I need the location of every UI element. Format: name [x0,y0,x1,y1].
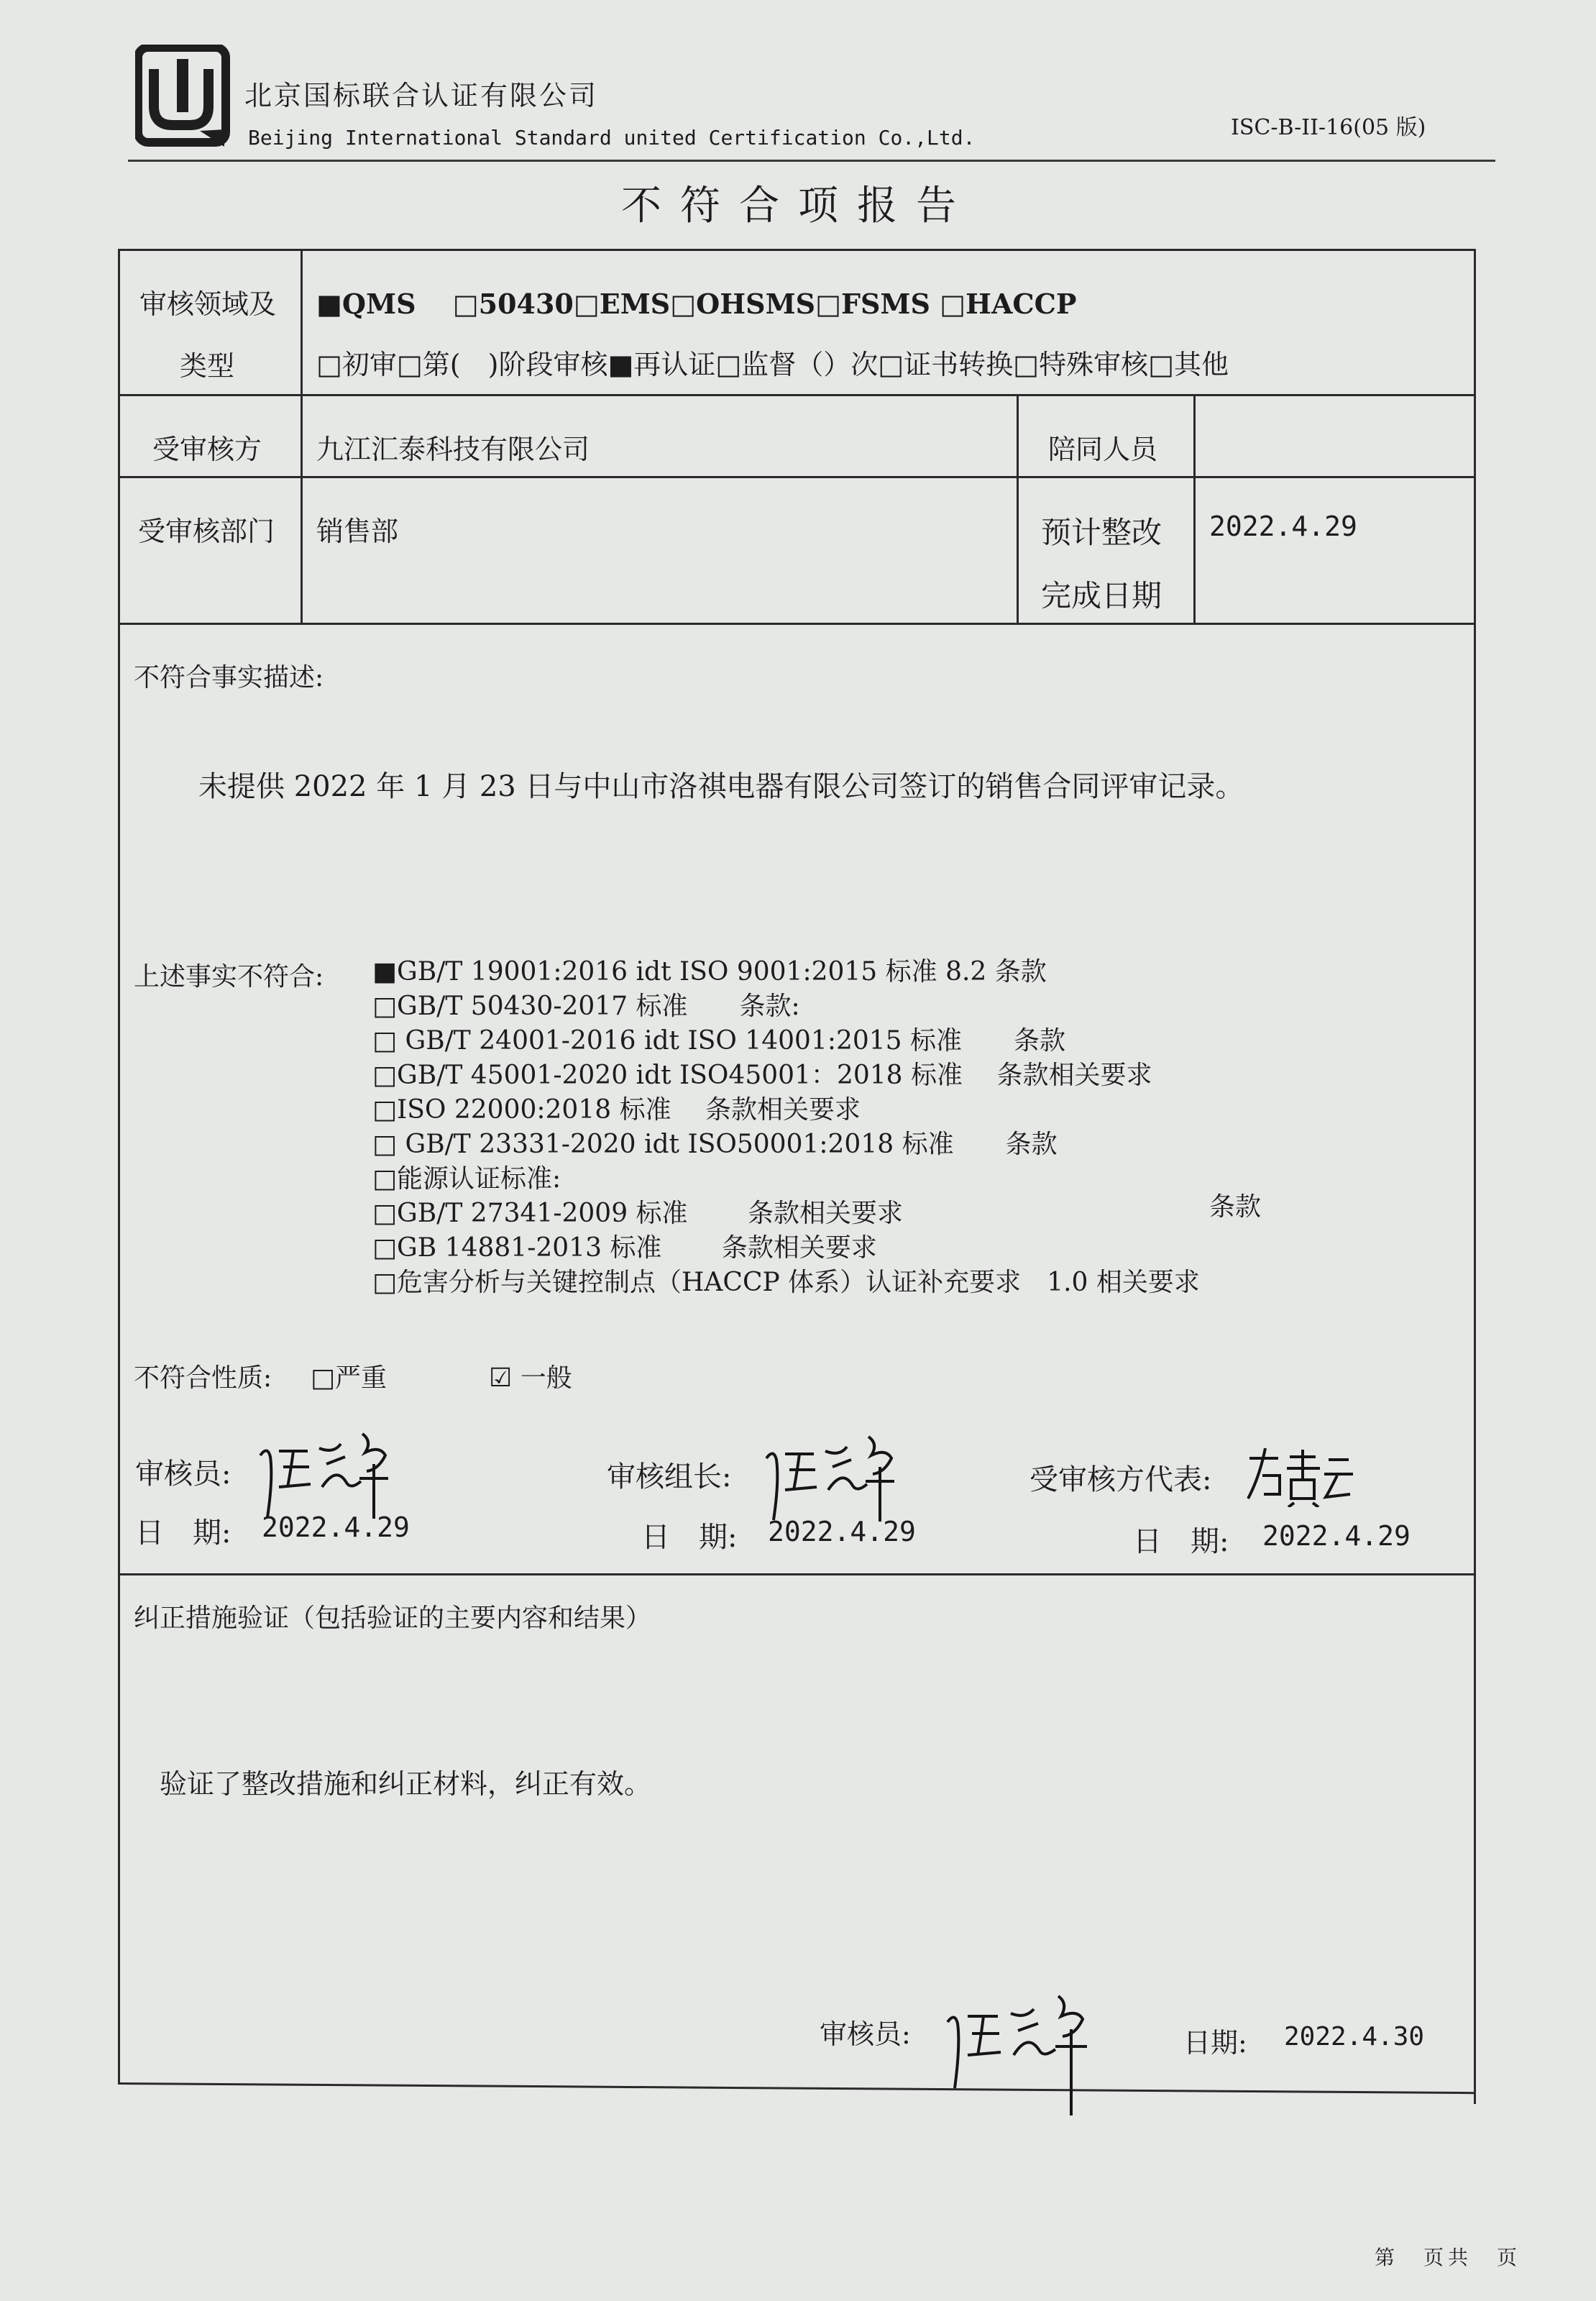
due-date-label-1: 预计整改 [1041,515,1162,550]
auditee-value: 九江汇泰科技有限公司 [316,434,590,465]
team-leader-label: 审核组长: [607,1460,732,1493]
company-name-en: Beijing International Standard united Certification Co.,Ltd. [248,126,976,150]
verification-text: 验证了整改措施和纠正材料，纠正有效。 [160,1768,652,1800]
verification-date: 2022.4.30 [1284,2022,1425,2051]
auditor-label: 审核员: [135,1458,231,1491]
col-divider [301,249,303,624]
standard-item: ■GB/T 19001:2016 idt ISO 9001:2015 标准 8.2 条款 [372,957,1047,987]
team-leader-date-label: 日 期: [641,1521,738,1554]
team-leader-date: 2022.4.29 [768,1516,916,1547]
audit-types: □初审□第( )阶段审核■再认证□监督（）次□证书转换□特殊审核□其他 [316,349,1229,380]
table-border-right [1474,249,1476,2104]
nc-nature-label: 不符合性质: [134,1363,272,1393]
table-border-left [118,249,120,2084]
page-number: 第 页共 页 [1375,2246,1522,2269]
auditee-rep-signature [1244,1442,1359,1507]
standard-item: □GB/T 45001-2020 idt ISO45001：2018 标准 条款相关要求 [372,1061,1152,1090]
auditee-rep-label: 受审核方代表: [1029,1463,1212,1496]
nc-nature-general: ☑ 一般 [489,1363,572,1393]
department-label: 受审核部门 [138,516,275,547]
header-divider [128,160,1495,162]
audit-domains: ■QMS □50430□EMS□OHSMS□FSMS □HACCP [316,288,1077,320]
company-name-cn: 北京国标联合认证有限公司 [244,80,599,111]
companion-label: 陪同人员 [1048,434,1158,465]
col-divider [1193,394,1196,624]
col-divider [1017,394,1019,477]
row-divider [118,476,1476,478]
standards-label: 上述事实不符合: [134,962,324,992]
auditee-label: 受审核方 [152,434,262,465]
due-date-label-2: 完成日期 [1041,578,1162,613]
standard-item: □ISO 22000:2018 标准 条款相关要求 [372,1095,861,1125]
document-title: 不符合项报告 [621,183,975,229]
auditee-rep-date-label: 日 期: [1133,1525,1229,1558]
standard-item: □ GB/T 24001-2016 idt ISO 14001:2015 标准 条款 [372,1026,1066,1056]
row-divider [118,394,1476,396]
nc-nature-severe: □严重 [311,1363,387,1393]
nc-description-text: 未提供 2022 年 1 月 23 日与中山市洛祺电器有限公司签订的销售合同评审记录。 [198,770,1244,803]
auditee-rep-date: 2022.4.29 [1262,1520,1411,1552]
auditor-date: 2022.4.29 [262,1511,410,1543]
row-divider [118,623,1476,625]
standard-item: □ GB/T 23331-2020 idt ISO50001:2018 标准 条款 [372,1130,1058,1159]
auditor-signature [247,1421,405,1522]
table-border-bottom [118,2082,1476,2094]
standard-item: □危害分析与关键控制点（HACCP 体系）认证补充要求 1.0 相关要求 [372,1268,1200,1297]
verification-auditor-label: 审核员: [820,2018,911,2050]
team-leader-signature [753,1424,912,1524]
standards-list [372,955,1200,1300]
standard-item: □GB 14881-2013 标准 条款相关要求 [372,1233,877,1263]
due-date-value: 2022.4.29 [1209,511,1357,542]
standard-item: □GB/T 50430-2017 标准 条款: [372,992,800,1021]
form-code: ISC-B-II-16(05 版) [1231,115,1426,140]
row-divider [118,1573,1476,1575]
department-value: 销售部 [316,516,399,547]
verification-label: 纠正措施验证（包括验证的主要内容和结果） [134,1604,652,1633]
audit-scope-label-2: 类型 [180,350,235,382]
table-border-top [118,249,1476,251]
company-logo [135,45,233,148]
standard-item: □GB/T 27341-2009 标准 条款相关要求 [372,1199,904,1228]
energy-clause: 条款 [1209,1192,1262,1222]
auditor-date-label: 日 期: [135,1517,231,1550]
audit-scope-label-1: 审核领域及 [139,288,277,320]
nc-description-label: 不符合事实描述: [134,663,324,692]
col-divider [1017,476,1019,624]
verification-date-label: 日期: [1183,2027,1247,2059]
verification-auditor-signature [935,1982,1107,2118]
standard-item: □能源认证标准: [372,1164,561,1194]
